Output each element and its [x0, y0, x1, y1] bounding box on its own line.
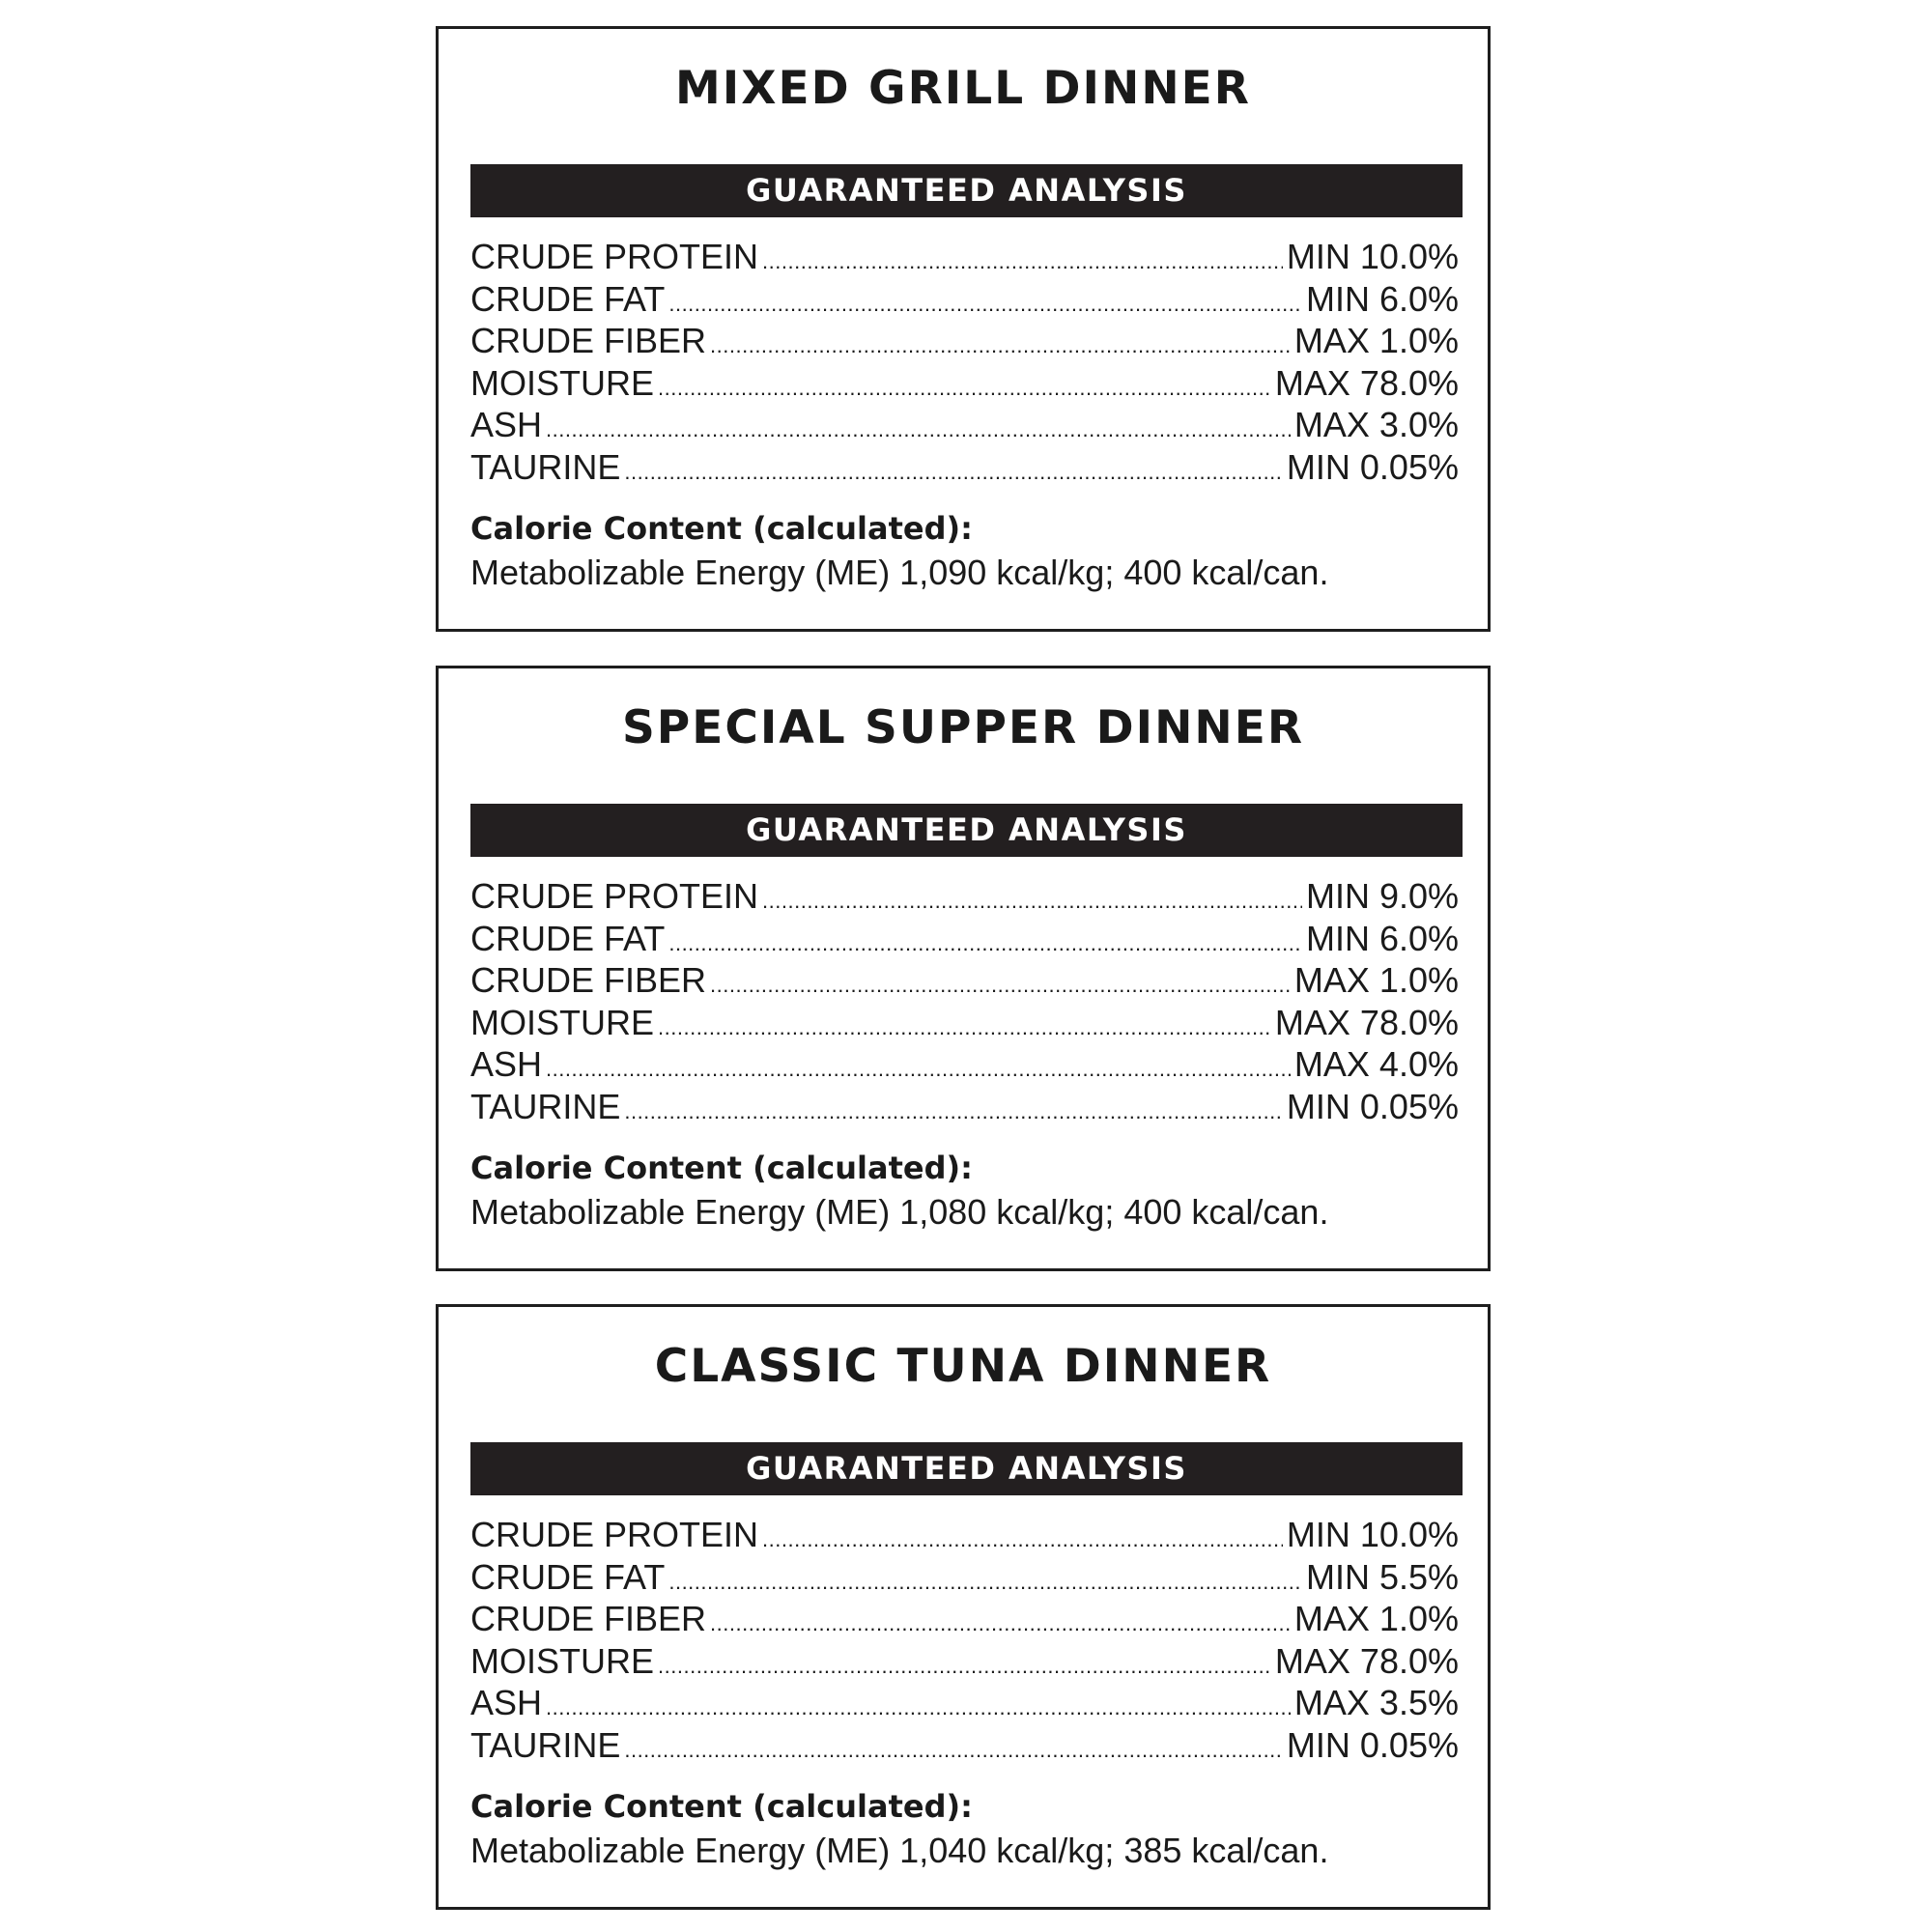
analysis-row-crude-fat	[470, 1556, 1459, 1599]
dot-leader	[658, 1007, 1271, 1049]
dot-leader	[624, 1729, 1283, 1772]
nutrient-value: MIN 5.5%	[1305, 1556, 1459, 1597]
analysis-row-taurine	[470, 1086, 1459, 1128]
analysis-row-crude-protein	[470, 236, 1459, 278]
analysis-row-crude-protein	[470, 1514, 1459, 1556]
dot-leader	[546, 409, 1291, 451]
nutrient-name: CRUDE FAT	[470, 1556, 666, 1597]
calorie-content-label: Calorie Content (calculated):	[470, 1150, 973, 1186]
nutrient-value: MAX 3.0%	[1293, 405, 1459, 444]
dot-leader	[658, 1645, 1271, 1688]
nutrient-name: TAURINE	[470, 1086, 621, 1126]
dot-leader	[710, 964, 1291, 1007]
analysis-row-crude-fiber	[470, 320, 1459, 362]
nutrient-value: MIN 0.05%	[1286, 1724, 1459, 1765]
guaranteed-analysis-header: GUARANTEED ANALYSIS	[470, 804, 1463, 857]
dot-leader	[762, 1519, 1283, 1561]
nutrient-name: CRUDE PROTEIN	[470, 1515, 759, 1554]
dot-leader	[762, 241, 1283, 283]
guaranteed-analysis-header: GUARANTEED ANALYSIS	[470, 164, 1463, 217]
nutrient-name: CRUDE PROTEIN	[470, 237, 759, 276]
analysis-rows	[470, 236, 1459, 488]
nutrient-value: MAX 1.0%	[1293, 1599, 1459, 1638]
nutrient-name: MOISTURE	[470, 1640, 655, 1681]
nutrient-value: MIN 6.0%	[1305, 278, 1459, 319]
guaranteed-analysis-header: GUARANTEED ANALYSIS	[470, 1442, 1463, 1495]
nutrient-value: MAX 1.0%	[1293, 321, 1459, 360]
nutrient-name: TAURINE	[470, 1724, 621, 1765]
analysis-row-crude-fiber	[470, 1598, 1459, 1640]
nutrient-name: CRUDE PROTEIN	[470, 876, 759, 916]
analysis-row-moisture	[470, 362, 1459, 405]
dot-leader	[710, 325, 1291, 367]
analysis-panel-special-supper	[436, 666, 1491, 1271]
dot-leader	[668, 1561, 1302, 1604]
dot-leader	[546, 1687, 1291, 1729]
nutrient-name: CRUDE FAT	[470, 918, 666, 958]
dot-leader	[668, 923, 1302, 965]
dot-leader	[624, 451, 1283, 494]
dot-leader	[762, 880, 1302, 923]
calorie-content-text: Metabolizable Energy (ME) 1,080 kcal/kg; 400 kcal/can.	[470, 1192, 1329, 1232]
analysis-row-ash	[470, 1682, 1459, 1724]
panel-title: MIXED GRILL DINNER	[675, 62, 1251, 115]
analysis-row-crude-protein	[470, 875, 1459, 918]
nutrient-name: TAURINE	[470, 446, 621, 487]
panel-title: CLASSIC TUNA DINNER	[654, 1340, 1272, 1393]
nutrient-name: CRUDE FIBER	[470, 1599, 707, 1638]
analysis-rows	[470, 1514, 1459, 1766]
calorie-content-label: Calorie Content (calculated):	[470, 510, 973, 547]
calorie-content-text: Metabolizable Energy (ME) 1,090 kcal/kg; 400 kcal/can.	[470, 553, 1329, 592]
analysis-row-ash	[470, 1043, 1459, 1086]
nutrient-name: CRUDE FAT	[470, 278, 666, 319]
dot-leader	[710, 1603, 1291, 1645]
calorie-content-label: Calorie Content (calculated):	[470, 1788, 973, 1825]
dot-leader	[668, 283, 1302, 326]
nutrient-value: MIN 10.0%	[1286, 1515, 1459, 1554]
analysis-row-taurine	[470, 1724, 1459, 1767]
dot-leader	[658, 367, 1271, 410]
dot-leader	[624, 1091, 1283, 1133]
nutrient-value: MAX 1.0%	[1293, 960, 1459, 1000]
nutrient-value: MIN 0.05%	[1286, 1086, 1459, 1126]
nutrient-name: ASH	[470, 405, 543, 444]
analysis-row-taurine	[470, 446, 1459, 489]
nutrient-value: MIN 6.0%	[1305, 918, 1459, 958]
nutrient-value: MAX 3.5%	[1293, 1683, 1459, 1722]
analysis-panel-classic-tuna	[436, 1304, 1491, 1910]
nutrient-value: MIN 0.05%	[1286, 446, 1459, 487]
nutrient-name: CRUDE FIBER	[470, 960, 707, 1000]
nutrient-name: MOISTURE	[470, 362, 655, 403]
nutrient-value: MIN 9.0%	[1305, 876, 1459, 916]
analysis-row-moisture	[470, 1640, 1459, 1683]
dot-leader	[546, 1048, 1291, 1091]
nutrient-value: MIN 10.0%	[1286, 237, 1459, 276]
nutrient-value: MAX 78.0%	[1274, 1640, 1459, 1681]
nutrient-value: MAX 78.0%	[1274, 362, 1459, 403]
nutrient-name: MOISTURE	[470, 1002, 655, 1042]
nutrient-value: MAX 4.0%	[1293, 1044, 1459, 1084]
analysis-row-crude-fat	[470, 278, 1459, 321]
analysis-panel-mixed-grill	[436, 26, 1491, 632]
nutrient-value: MAX 78.0%	[1274, 1002, 1459, 1042]
panel-title: SPECIAL SUPPER DINNER	[621, 701, 1305, 754]
calorie-content-text: Metabolizable Energy (ME) 1,040 kcal/kg; 385 kcal/can.	[470, 1831, 1329, 1870]
nutrient-name: ASH	[470, 1683, 543, 1722]
analysis-row-crude-fiber	[470, 959, 1459, 1002]
analysis-row-ash	[470, 404, 1459, 446]
nutrient-name: ASH	[470, 1044, 543, 1084]
nutrient-name: CRUDE FIBER	[470, 321, 707, 360]
analysis-row-moisture	[470, 1002, 1459, 1044]
analysis-row-crude-fat	[470, 918, 1459, 960]
analysis-rows	[470, 875, 1459, 1127]
